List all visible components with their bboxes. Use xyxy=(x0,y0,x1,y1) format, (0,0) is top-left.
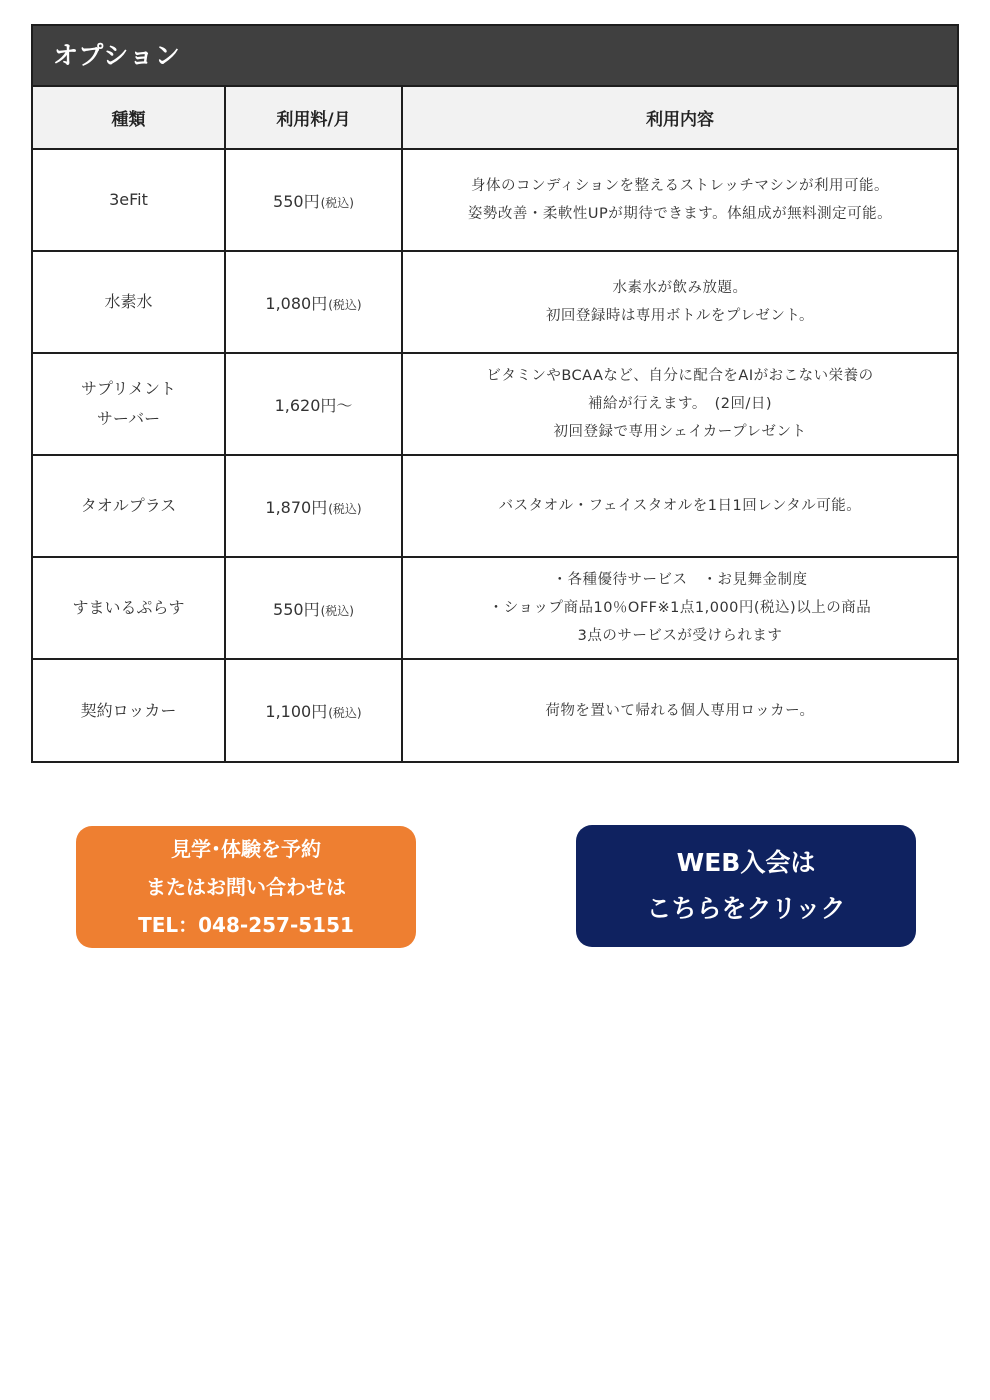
option-price-value: 550円 xyxy=(273,599,320,619)
option-type-line: すまいるぷらす xyxy=(72,598,185,617)
options-table xyxy=(33,85,957,761)
web-button-line: こちらをクリック xyxy=(646,894,846,923)
table-row xyxy=(33,353,957,455)
option-price-value: 550円 xyxy=(273,191,320,211)
web-button-line: WEB入会は xyxy=(676,848,816,877)
option-type-line: 契約ロッカー xyxy=(80,700,177,720)
option-type xyxy=(33,659,225,761)
option-type-line: 水素水 xyxy=(104,292,153,311)
option-description xyxy=(402,455,957,557)
option-description-line: 3点のサービスが受けられます xyxy=(577,628,783,644)
option-description xyxy=(402,659,957,761)
option-price xyxy=(225,251,402,353)
web-signup-button[interactable] xyxy=(576,825,916,947)
option-type xyxy=(33,149,225,251)
option-price-tax: (税込) xyxy=(328,297,362,312)
option-price-value: 1,870円 xyxy=(265,497,328,517)
option-type xyxy=(33,251,225,353)
table-row xyxy=(33,557,957,659)
option-description-line: 補給が行えます。 (2回/日) xyxy=(587,396,772,412)
table-row xyxy=(33,251,957,353)
option-price xyxy=(225,353,402,455)
option-description-line: 荷物を置いて帰れる個人専用ロッカー。 xyxy=(545,702,815,719)
option-description-line: ビタミンやBCAAなど、自分に配合をAIがおこない栄養の xyxy=(486,368,874,384)
option-price xyxy=(225,557,402,659)
option-description-line: 初回登録で専用シェイカープレゼント xyxy=(553,424,807,440)
option-price-tax: (税込) xyxy=(320,195,354,210)
option-description-line: 水素水が飲み放題。 xyxy=(612,280,748,296)
option-description xyxy=(402,251,957,353)
option-description xyxy=(402,149,957,251)
header-content: 利用内容 xyxy=(402,86,957,149)
table-row xyxy=(33,659,957,761)
option-description xyxy=(402,353,957,455)
header-price: 利用料/月 xyxy=(225,86,402,149)
header-type: 種類 xyxy=(33,86,225,149)
option-description-line: ・各種優待サービス ・お見舞金制度 xyxy=(552,572,808,588)
option-description-line: バスタオル・フェイスタオルを1日1回レンタル可能。 xyxy=(498,498,862,514)
option-price-value: 1,100円 xyxy=(265,702,328,721)
table-row xyxy=(33,149,957,251)
tour-button-line: またはお問い合わせは xyxy=(146,875,346,899)
option-type-line: サプリメント xyxy=(80,379,177,398)
option-type xyxy=(33,557,225,659)
option-description xyxy=(402,557,957,659)
option-price-tax: (税込) xyxy=(328,501,362,516)
tour-button-phone: TEL：048-257-5151 xyxy=(138,913,354,937)
option-type-line: タオルプラス xyxy=(80,496,177,515)
option-description-line: 姿勢改善・柔軟性UPが期待できます。体組成が無料測定可能。 xyxy=(467,206,893,222)
option-price xyxy=(225,455,402,557)
option-price-tax: (税込) xyxy=(328,706,362,720)
option-price-value: 1,080円 xyxy=(265,293,328,313)
option-type-line: 3eFit xyxy=(109,190,148,209)
option-type-line: サーバー xyxy=(96,409,161,428)
option-description-line: ・ショップ商品10％OFF※1点1,000円(税込)以上の商品 xyxy=(488,600,872,616)
table-row xyxy=(33,455,957,557)
options-title: オプション xyxy=(33,26,957,85)
option-type xyxy=(33,353,225,455)
option-type xyxy=(33,455,225,557)
table-header-row xyxy=(33,86,957,149)
tour-button-line: 見学･体験を予約 xyxy=(171,837,321,861)
option-description-line: 身体のコンディションを整えるストレッチマシンが利用可能。 xyxy=(470,178,890,194)
option-price xyxy=(225,149,402,251)
option-price xyxy=(225,659,402,761)
tour-reservation-button[interactable] xyxy=(76,826,416,948)
option-price-tax: (税込) xyxy=(320,603,354,618)
option-description-line: 初回登録時は専用ボトルをプレゼント。 xyxy=(545,308,815,324)
option-price-value: 1,620円～ xyxy=(274,395,353,415)
options-panel xyxy=(31,24,959,763)
